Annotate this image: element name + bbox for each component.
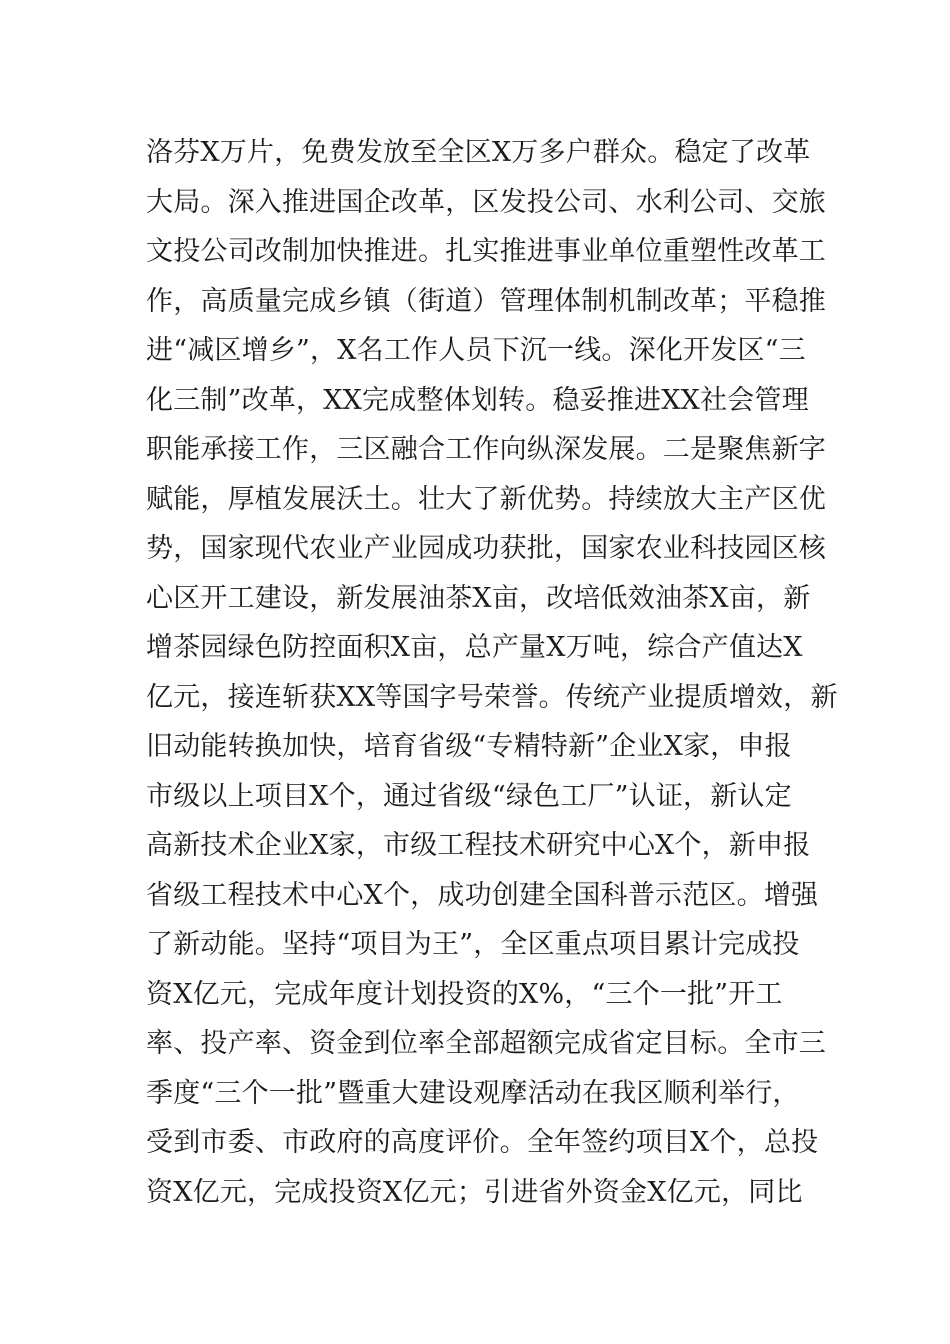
body-paragraph: [146, 128, 838, 1217]
text-line: 资X亿元，完成年度计划投资的X%，“三个一批”开工: [146, 978, 783, 1010]
text-line: 市级以上项目X个，通过省级“绿色工厂”认证，新认定: [146, 780, 792, 812]
text-line: 势，国家现代农业产业园成功获批，国家农业科技园区核: [146, 533, 826, 564]
text-line: 大局。深入推进国企改革，区发投公司、水利公司、交旅: [146, 186, 826, 218]
text-line: 心区开工建设，新发展油茶X亩，改培低效油茶X亩，新: [146, 582, 811, 614]
text-line: 旧动能转换加快，培育省级“专精特新”企业X家，申报: [146, 731, 792, 762]
text-line: 化三制”改革，XX完成整体划转。稳妥推进XX社会管理: [146, 384, 809, 416]
text-line: 增茶园绿色防控面积X亩，总产量X万吨，综合产值达X: [146, 632, 803, 663]
text-line: 受到市委、市政府的高度评价。全年签约项目X个，总投: [146, 1127, 819, 1158]
text-line: 季度“三个一批”暨重大建设观摩活动在我区顺利举行，: [146, 1077, 800, 1109]
text-line: 了新动能。坚持“项目为王”，全区重点项目累计完成投: [146, 929, 800, 960]
text-line: 亿元，接连斩获XX等国字号荣誉。传统产业提质增效，新: [146, 681, 838, 713]
text-line: 赋能，厚植发展沃土。壮大了新优势。持续放大主产区优: [146, 483, 826, 515]
text-line: 资X亿元，完成投资X亿元；引进省外资金X亿元，同比: [146, 1176, 803, 1208]
text-line: 省级工程技术中心X个，成功创建全国科普示范区。增强: [146, 879, 819, 911]
text-line: 洛芬X万片，免费发放至全区X万多户群众。稳定了改革: [146, 137, 811, 168]
text-line: 进“减区增乡”，X名工作人员下沉一线。深化开发区“三: [146, 335, 806, 366]
text-line: 作，高质量完成乡镇（街道）管理体制机制改革；平稳推: [146, 285, 826, 317]
text-line: 职能承接工作，三区融合工作向纵深发展。二是聚焦新字: [146, 434, 826, 465]
text-line: 率、投产率、资金到位率全部超额完成省定目标。全市三: [146, 1028, 826, 1059]
text-line: 文投公司改制加快推进。扎实推进事业单位重塑性改革工: [146, 236, 826, 267]
text-line: 高新技术企业X家，市级工程技术研究中心X个，新申报: [146, 830, 811, 861]
